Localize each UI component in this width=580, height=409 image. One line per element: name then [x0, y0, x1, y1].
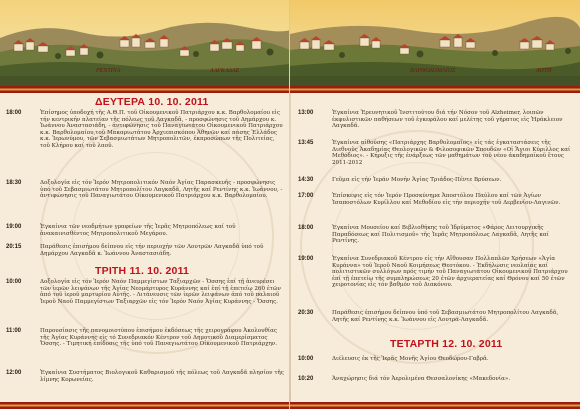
banner-caption: ΡΕΝΤΙΝΑ	[96, 68, 121, 74]
schedule-item	[298, 225, 576, 249]
event-description: Δοξολογία εἰς τόν Ἱερόν Ναόν Παμμεγίστων Ταξιαρχῶν - Ὄσσης ἐπί τῇ ἀνευρέσει τῶν ἱερῶν λειψάνων τῆς Ἁγίας Νεομάρτυρος Κυράννης καί ἐπί τῇ ἐπετείῳ 260 ἐτῶν ἀπό τοῦ ἱεροῦ μαρτυρίου Αὐτῆς. - Λιτάνευσις τῶν ἱερῶν λειψάνων ἀπό τοῦ παλαιοῦ Ἱεροῦ Ναοῦ Παμμεγίστων Ταξιαρχῶν εἰς τόν Ἱερόν Ναόν Ἁγίας Κυράννης - Ὄσσης.	[40, 279, 281, 305]
schedule-item	[6, 180, 286, 220]
ornament-band-bottom	[0, 402, 290, 409]
event-time: 12:00	[6, 370, 22, 376]
day-heading-wednesday: ΤΕΤΑΡΤΗ 12. 10. 2011	[390, 338, 503, 350]
event-description: Ἐγκαίνια Μουσείου καί Βιβλιοθήκης τοῦ Ἱδρύματος «Φάρος Λειτουργικῆς Παραδόσεως καί Πολιτισμοῦ» τῆς Ἱερᾶς Μητροπόλεως Λαγκαδᾶ, Λητῆς καί Ρεντίνης.	[332, 225, 549, 245]
ornament-band-bottom	[290, 402, 580, 409]
event-time: 14:30	[298, 177, 314, 183]
event-time: 18:30	[6, 180, 22, 186]
schedule-item	[6, 279, 286, 323]
village-painting-left	[0, 0, 290, 86]
event-description: Ἐγκαίνια αἰθούσης «Πατριάρχης Βαρθολομαῖος» εἰς τάς ἐγκαταστάσεις τῆς Διεθνοῦς Ἀκαδημίας Θεολογικῶν & Φιλοσοφικῶν Σπουδῶν «Οἱ Ἅγιοι Κύριλλος καί Μεθόδιος». - Κήρυξις τῆς ἐνάρξεως τῶν μαθημάτων τοῦ νέου ἀκαδημαϊκοῦ ἔτους 2011-2012	[332, 140, 571, 166]
schedule-item	[298, 356, 576, 366]
schedule-item	[298, 140, 576, 172]
event-description: Ἐγκαίνια Ἐρευνητικοῦ Ἰνστιτούτου διά τήν Νόσον τοῦ Alzheimer, λοιπῶν ἐκφυλιστικῶν παθήσεων τοῦ ἐγκεφάλου καί μελέτης τοῦ γήρατος εἰς Ἡράκλειον Λαγκαδᾶ.	[332, 110, 563, 130]
schedule-item	[298, 110, 576, 132]
event-description: Παράθεσις ἐπισήμου δείπνου ὑπό τοῦ Σεβασμιωτάτου Μητροπολίτου Λαγκαδᾶ, Λητῆς καί Ρεντίνης κ.κ. Ἰωάννου εἰς Λουτρά-Λαγκαδᾶ.	[332, 310, 559, 323]
event-time: 10:00	[298, 356, 314, 362]
event-description: Ἐπίσημος ὑποδοχή τῆς Α.Θ.Π. τοῦ Οἰκουμενικοῦ Πατριάρχου κ.κ. Βαρθολομαίου εἰς τήν κεντρικήν πλατείαν τῆς πόλεως τοῦ Λαγκαδᾶ, - προσφώνησις τοῦ Δημάρχου κ. Ἰωάννου Ἀναστασιάδη, - ἀντιφώνησις τοῦ Παναγιωτάτου Οἰκουμενικοῦ Πατριάρχου κ.κ. Βαρθολομαίου,τοῦ Μακαριωτάτου Ἀρχιεπισκόπου Ἀθηνῶν καί πάσης Ἑλλάδος κ.κ. Ἱερωνύμου, τῶν Σεβασμιωτάτων Μητροπολιτῶν, ἐκπροσώπων τῆς Πολιτείας, τοῦ Κλήρου καί τοῦ λαοῦ.	[40, 110, 283, 149]
ornament-band	[290, 86, 580, 93]
schedule-item	[298, 177, 576, 187]
village-painting-right	[290, 0, 580, 86]
event-time: 20:30	[298, 310, 314, 316]
event-time: 19:00	[298, 256, 314, 262]
event-time: 20:15	[6, 244, 22, 250]
event-description: Παράθεσις ἐπισήμου δείπνου εἰς τήν περιοχήν τῶν Λουτρῶν Λαγκαδᾶ ὑπό τοῦ Δημάρχου Λαγκαδᾶ κ. Ἰωάννου Ἀναστασιάδη.	[40, 244, 264, 257]
event-time: 13:45	[298, 140, 314, 146]
banner-caption: ΒΑΡΘΟΛΟΜΑΙΟΣ	[410, 68, 456, 74]
schedule-item	[6, 224, 286, 240]
event-time: 11:00	[6, 328, 22, 334]
day-heading-tuesday: ΤΡΙΤΗ 11. 10. 2011	[95, 265, 190, 277]
event-description: Γεῦμα εἰς τήν Ἱεράν Μονήν Ἁγίας Τριάδος-Πέντε Βρύσεων.	[332, 177, 502, 183]
event-time: 18:00	[6, 110, 22, 116]
right-panel	[290, 0, 580, 409]
event-time: 13:00	[298, 110, 314, 116]
schedule-item	[6, 244, 286, 260]
event-description: Ἀναχώρησις διά τόν Ἀερολιμένα Θεσσαλονίκης «Μακεδονία».	[332, 376, 511, 382]
schedule-item	[6, 328, 286, 364]
event-description: Παρουσίασις τῆς πανομοιοτύπου ἐπισήμου ἐκδόσεως τῆς χειρογράφου Ἀκολουθίας τῆς Ἁγίας Κυράννης εἰς τό Συνεδριακόν Κέντρον τοῦ Δημοτικοῦ Διαμερίσματος Ὄσσης. - Τιμητική ἐπίδοσις τῆς ὑπό τοῦ Παναγιωτάτου Οἰκουμενικοῦ Πατριάρχην.	[40, 328, 278, 348]
event-time: 10:20	[298, 376, 314, 382]
event-time: 10:00	[6, 279, 22, 285]
event-description: Ἐγκαίνια τῶν νεοδμήτων γραφείων τῆς Ἱερᾶς Μητροπόλεως καί τοῦ ἀνακαινισθέντος Μητροπολιτικοῦ Μεγάρου.	[40, 224, 236, 237]
event-time: 18:00	[298, 225, 314, 231]
event-description: Ἐγκαίνια Συνεδριακοῦ Κέντρου εἰς τήν Αἴθουσαν Πολλαπλῶν Χρήσεων «Ἁγία Κυράννα» τοῦ Ἱεροῦ Ναοῦ Κοιμήσεως Θεοτόκου. - Ἐκδήλωσις νεολαίας καί πολιτιστικῶν συλλόγων πρός τιμήν τοῦ Παναγιωτάτου Οἰκουμενικοῦ Πατριάρχου ἐπί τῇ ἐπετείῳ τῆς συμπληρώσεως 20 ἐτῶν ἀρχιερατείας καί Θρόνου καί 50 ἐτῶν χειροτονίας εἰς τόν βαθμόν τοῦ Διακόνου.	[332, 256, 568, 289]
schedule-item	[298, 193, 576, 217]
banner-caption: ΛΑΓΚΑΔΑΣ	[210, 68, 240, 74]
ornament-band	[0, 86, 290, 93]
event-description: Διέλευσις ἐκ τῆς Ἱερᾶς Μονῆς Ἁγίου Θεοδώρου-Γαβρᾶ.	[332, 356, 489, 362]
schedule-item	[298, 310, 576, 330]
event-time: 19:00	[6, 224, 22, 230]
schedule-item	[6, 110, 286, 172]
event-time: 17:00	[298, 193, 314, 199]
event-description: Ἐγκαίνια Συστήματος Βιολογικοῦ Καθαρισμοῦ τῆς πόλεως τοῦ Λαγκαδᾶ πλησίον τῆς λίμνης Κορωνείας.	[40, 370, 284, 383]
schedule-item	[298, 256, 576, 302]
schedule-item	[298, 376, 576, 386]
event-description: Ἐπίσκεψις εἰς τόν Ἱερόν Προσκύνημα Ἀποστόλου Παύλου καί τῶν Ἁγίων Ἰσαποστόλων Κυρίλλου καί Μεθοδίου εἰς τήν περιοχήν τοῦ Δερβενίου-Λαγινῶν.	[332, 193, 561, 206]
event-description: Δοξολογία εἰς τόν Ἱερόν Μητροπολιτικόν Ναόν Ἁγίας Παρασκευῆς - προσφώνησις ὑπό τοῦ Σεβασμιωτάτου Μητροπολίτου Λαγκαδᾶ, Λητῆς καί Ρεντίνης κ.κ. Ἰωάννου, - ἀντιφώνησις τοῦ Παναγιωτάτου Οἰκουμενικοῦ Πατριάρχου κ.κ. Βαρθολομαίου.	[40, 180, 283, 200]
banner-caption: ΛΗΤΗ	[536, 68, 552, 74]
schedule-item	[6, 370, 286, 386]
day-heading-monday: ΔΕΥΤΕΡΑ 10. 10. 2011	[95, 96, 209, 108]
